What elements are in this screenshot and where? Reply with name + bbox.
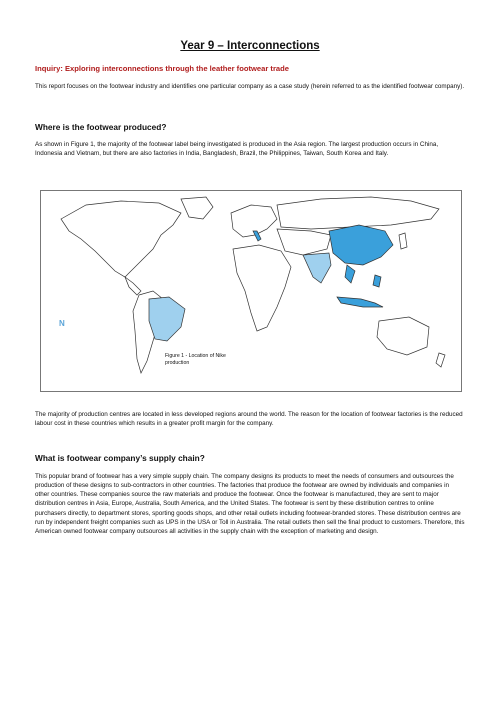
china-region	[329, 225, 393, 265]
figure-caption: Figure 1 - Location of Nike production	[165, 353, 226, 366]
africa	[233, 245, 291, 331]
inquiry-subtitle: Inquiry: Exploring interconnections through the leather footwear trade	[35, 64, 289, 73]
world-map-figure	[40, 190, 462, 392]
north-arrow-label: N	[59, 319, 65, 328]
after-map-paragraph: The majority of production centres are located in less developed regions around the world. The reason for the location of footwear factories is the reduced labour cost in these countries which results in a greater profit margin for the company.	[35, 411, 463, 428]
production-paragraph: As shown in Figure 1, the majority of the footwear label being investigated is produced in the Asia region. The largest production occurs in China, Indonesia and Vietnam, but there are also factories in India, Bangladesh, Brazil, the Philippines, Taiwan, South Korea and Italy.	[35, 141, 439, 158]
india-region	[303, 253, 331, 283]
brazil-region	[149, 297, 185, 341]
japan	[399, 233, 407, 249]
section-heading-supply-chain: What is footwear company’s supply chain?	[35, 453, 205, 463]
indonesia-region	[337, 297, 383, 307]
central-asia	[277, 229, 331, 255]
philippines-region	[373, 275, 381, 287]
central-america	[125, 277, 141, 295]
new-zealand	[436, 353, 445, 367]
northern-asia	[277, 197, 439, 229]
page-title: Year 9 – Interconnections	[180, 40, 320, 52]
greenland	[181, 197, 213, 219]
australia	[377, 317, 429, 355]
world-map	[41, 191, 461, 391]
north-america	[61, 201, 181, 277]
supply-chain-paragraph: This popular brand of footwear has a very simple supply chain. The company designs its products to meet the needs of consumers and outsources the production of these designs to sub-contractors in other countries. The factories that produce the footwear are owned by individuals and companies in other countries. These companies source the raw materials and produce the footwear. Once the footwear is manufactured, they are sent to major distribution centres in Asia, Europe, Australia, South America, and the United States. The footwear is sent by these distribution centres to online purchasers directly, to department stores, sporting goods shops, and other retail outlets including footwear-branded stores. These distribution centres are run by independent freight companies such as UPS in the USA or Toll in Australia. The retail outlets then sell the final product to customers. Therefore, this American owned footwear company outsources all activities in the supply chain with the exception of marketing and design.	[35, 473, 465, 535]
intro-paragraph: This report focuses on the footwear industry and identifies one particular company as a case study (herein referred to as the identified footwear company).	[35, 83, 465, 90]
vietnam-region	[345, 265, 355, 283]
section-heading-production: Where is the footwear produced?	[35, 122, 167, 132]
